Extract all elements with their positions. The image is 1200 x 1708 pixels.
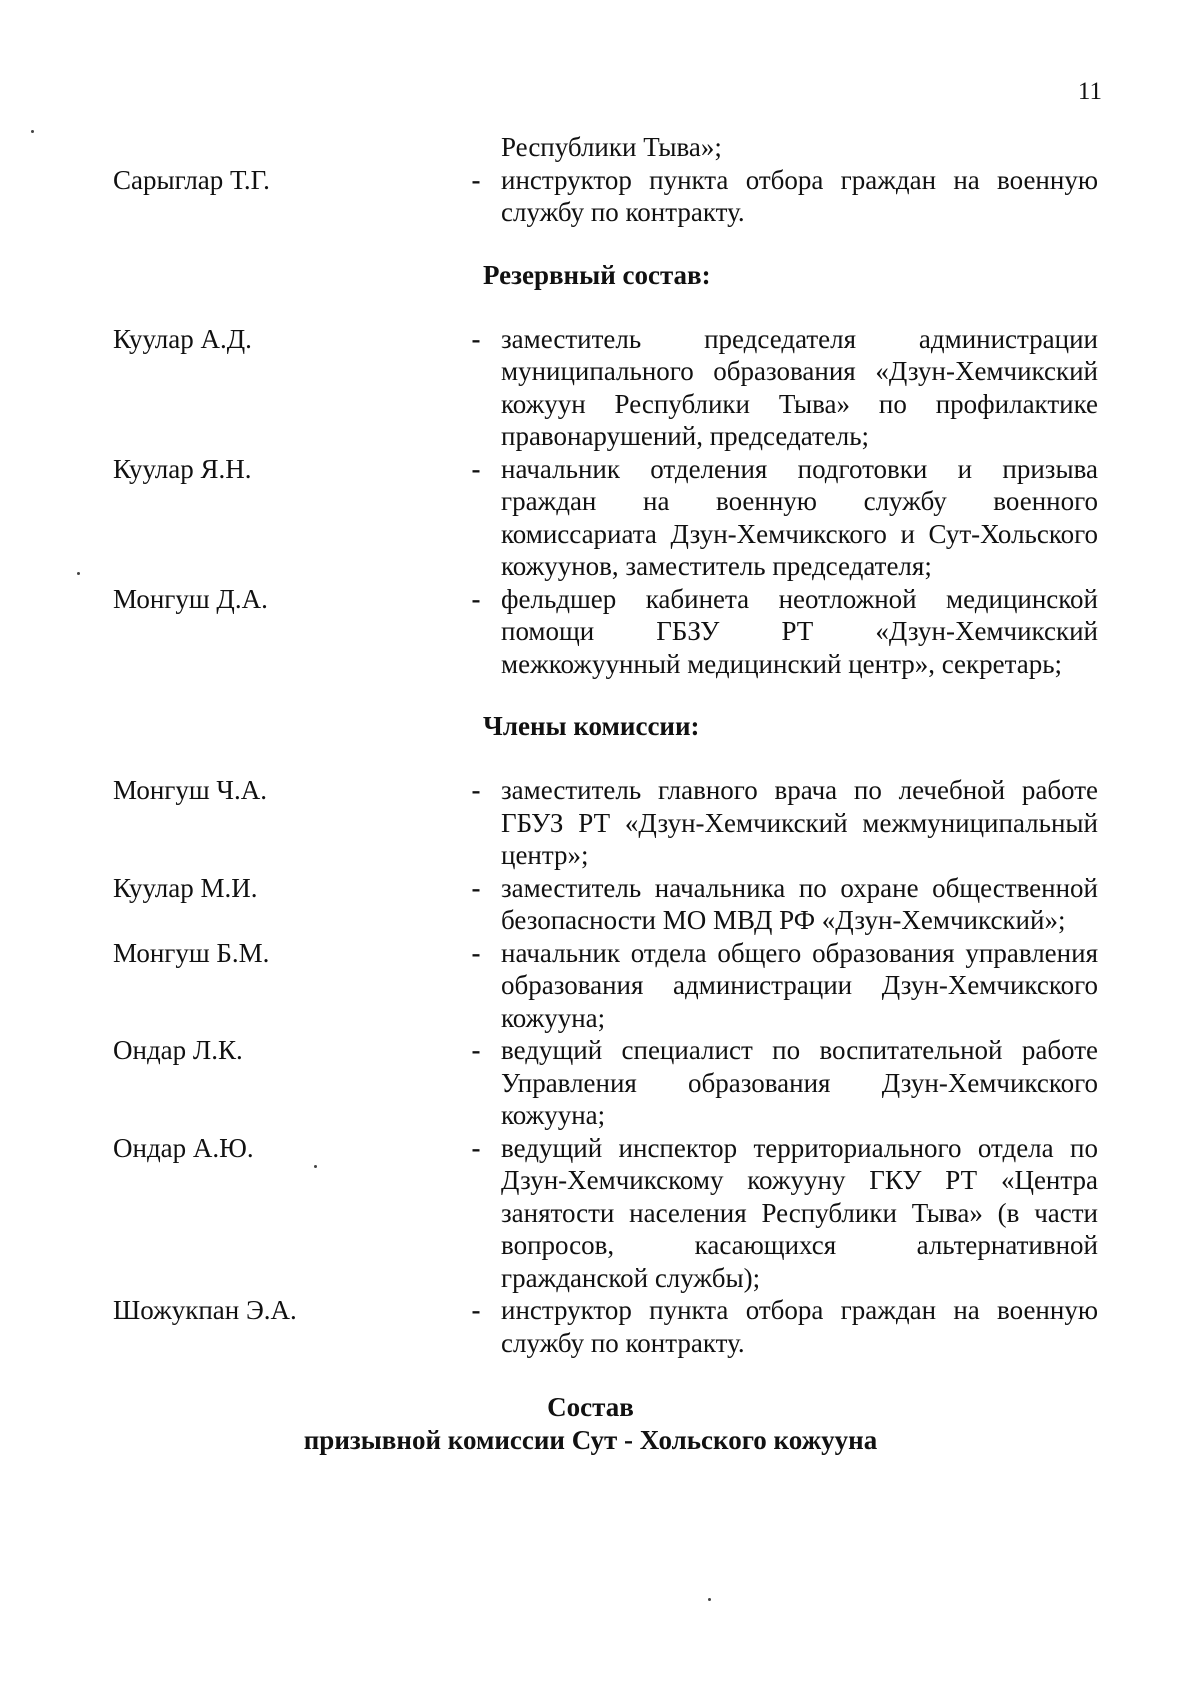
member-position: ведущий специалист по воспитательной работе Управления образования Дзун-Хемчикского кожууна;: [501, 1035, 1098, 1130]
dash-separator: -: [471, 937, 481, 968]
member-name: Куулар А.Д.: [113, 323, 252, 354]
scan-speck: [77, 572, 80, 575]
commission-entry: [113, 164, 1098, 229]
member-position: заместитель главного врача по лечебной работе ГБУЗ РТ «Дзун-Хемчикский межмуниципальный центр»;: [501, 775, 1098, 870]
member-entry: [113, 1034, 1098, 1132]
document-body: [113, 131, 1098, 1456]
member-name: Ондар Л.К.: [113, 1035, 243, 1065]
page-number: 11: [1077, 78, 1102, 105]
member-name: Ондар А.Ю.: [113, 1132, 254, 1163]
member-entry: [113, 774, 1098, 872]
reserve-entry: [113, 583, 1098, 681]
member-name: Куулар Я.Н.: [113, 453, 252, 484]
next-section-subtitle: призывной комиссии Сут - Хольского кожууна: [303, 1424, 878, 1455]
member-name: Сарыглар Т.Г.: [113, 164, 270, 195]
member-position: фельдшер кабинета неотложной медицинской помощи ГБЗУ РТ «Дзун-Хемчикский межкожуунный медицинский центр», секретарь;: [501, 583, 1098, 679]
reserve-entry: [113, 323, 1098, 453]
continuation-text: Республики Тыва»;: [501, 132, 722, 162]
member-entry: [113, 872, 1098, 937]
member-position: заместитель начальника по охране общественной безопасности МО МВД РФ «Дзун-Хемчикский»;: [501, 872, 1098, 935]
dash-separator: -: [471, 1295, 481, 1325]
scan-speck: [708, 1598, 711, 1601]
dash-separator: -: [471, 1132, 481, 1163]
reserve-entry: [113, 453, 1098, 583]
dash-separator: -: [471, 164, 481, 195]
reserve-heading: Резервный состав:: [483, 259, 711, 290]
member-entry: [113, 1294, 1098, 1359]
dash-separator: -: [471, 775, 481, 805]
continuation-row: [113, 131, 1098, 164]
member-entry: [113, 1132, 1098, 1295]
dash-separator: -: [471, 1035, 481, 1065]
dash-separator: -: [471, 583, 481, 614]
member-name: Шожукпан Э.А.: [113, 1295, 297, 1325]
member-position: начальник отдела общего образования управления образования администрации Дзун-Хемчикского кожууна;: [501, 937, 1098, 1033]
member-name: Монгуш Д.А.: [113, 583, 268, 614]
next-section-title: Состав: [547, 1392, 634, 1422]
member-position: инструктор пункта отбора граждан на военную службу по контракту.: [501, 164, 1098, 227]
member-name: Монгуш Ч.А.: [113, 775, 267, 805]
member-entry: [113, 937, 1098, 1035]
member-name: Куулар М.И.: [113, 872, 258, 903]
member-position: инструктор пункта отбора граждан на военную службу по контракту.: [501, 1295, 1098, 1358]
member-position: начальник отделения подготовки и призыва граждан на военную службу военного комиссариата Дзун-Хемчикского и Сут-Хольского кожуунов, заместитель председателя;: [501, 453, 1098, 581]
scan-speck: [31, 130, 34, 133]
dash-separator: -: [471, 872, 481, 903]
member-name: Монгуш Б.М.: [113, 937, 270, 968]
member-position: заместитель председателя администрации муниципального образования «Дзун-Хемчикский кожуун Республики Тыва» по профилактике правонарушений, председатель;: [501, 323, 1098, 451]
dash-separator: -: [471, 323, 481, 354]
members-heading: Члены комиссии:: [483, 711, 700, 741]
member-position: ведущий инспектор территориального отдела по Дзун-Хемчикскому кожууну ГКУ РТ «Центра занятости населения Республики Тыва» (в части вопросов, касающихся альтернативной гражданской службы);: [501, 1132, 1098, 1293]
dash-separator: -: [471, 453, 481, 484]
